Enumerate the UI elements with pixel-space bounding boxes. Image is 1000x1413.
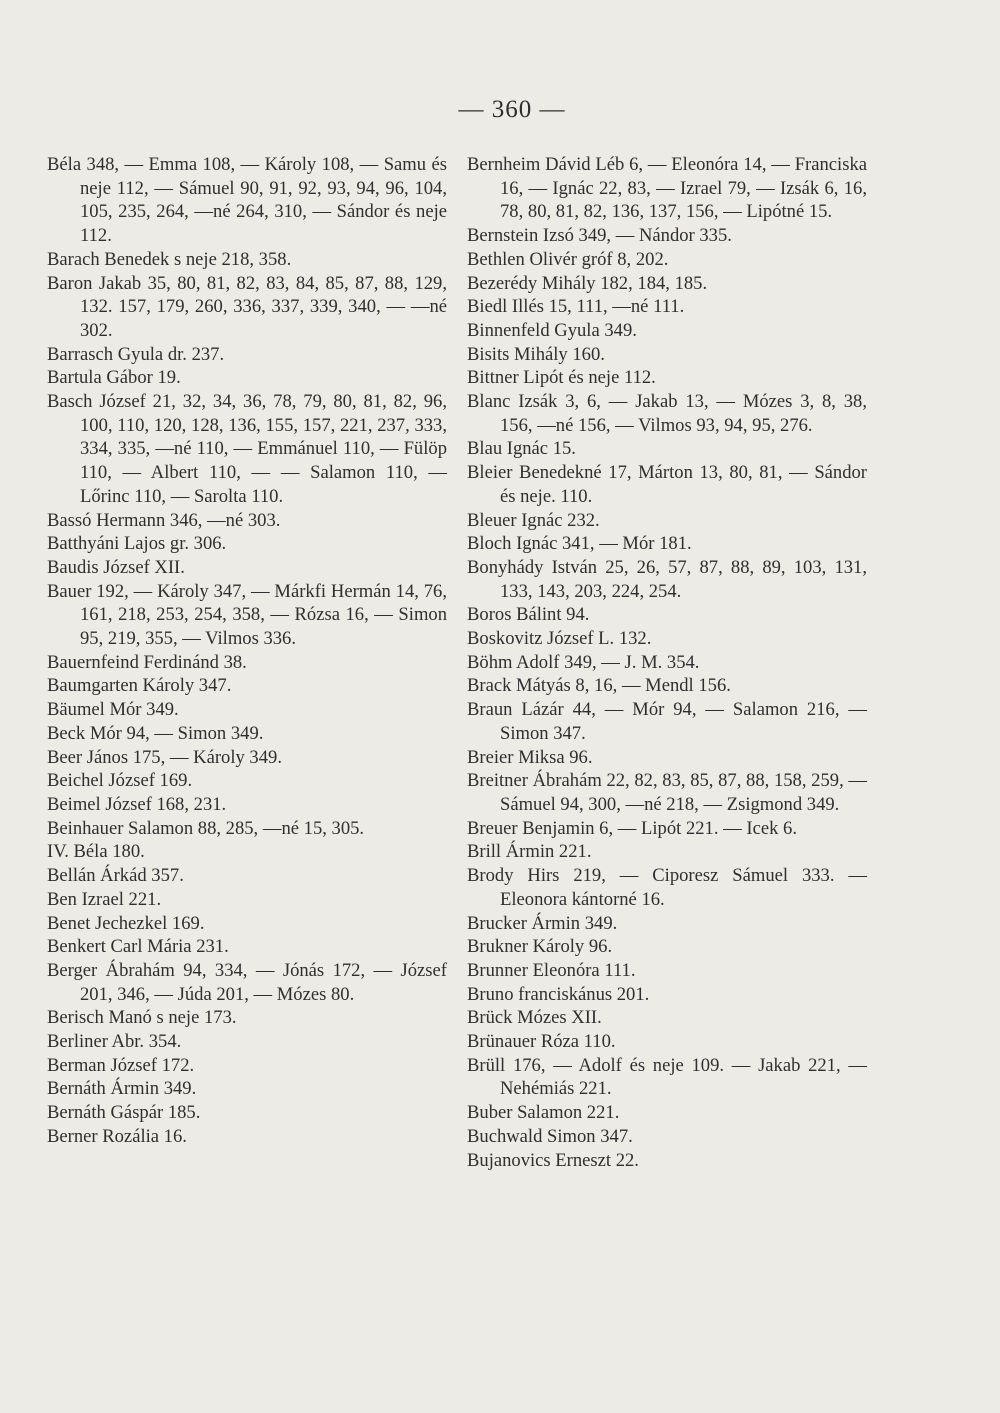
index-entry: Beinhauer Salamon 88, 285, —né 15, 305. [47,817,365,839]
index-entry: Brück Mózes XII. [467,1007,602,1029]
index-entry: Ben Izrael 221. [47,888,162,910]
index-entry: Bernáth Gáspár 185. [47,1102,201,1124]
index-entry: Bezerédy Mihály 182, 184, 185. [467,272,708,294]
index-entry: Breitner Ábrahám 22, 82, 83, 85, 87, 88, 158, 259, — Sámuel 94, 300, —né 218, — Zsigmond 349. [467,770,867,815]
index-entry: Beichel József 169. [47,770,193,792]
index-entry: Blanc Izsák 3, 6, — Jakab 13, — Mózes 3, 8, 38, 156, —né 156, — Vilmos 93, 94, 95, 276. [467,391,867,436]
index-entry: Bäumel Mór 349. [47,699,179,721]
index-entry: Béla 348, — Emma 108, — Károly 108, — Samu és neje 112, — Sámuel 90, 91, 92, 93, 94, 96, 104, 105, 235, 264, —né 264, 310, — Sándor és neje 112. [47,154,447,247]
index-entry: Bonyhády István 25, 26, 57, 87, 88, 89, 103, 131, 133, 143, 203, 224, 254. [467,556,867,602]
index-entry: Beck Mór 94, — Simon 349. [47,722,264,744]
index-entry: Bauernfeind Ferdinánd 38. [47,651,247,673]
index-entry: Brucker Ármin 349. [467,912,618,934]
index-entry: Basch József 21, 32, 34, 36, 78, 79, 80, 81, 82, 96, 100, 110, 120, 128, 136, 155, 157, 221, 237, 333, 334, 335, —né 110, — Emmánuel 110, — Fülöp 110, — Albert 110, — — Salamon 110, — Lőrinc 110, — Sarolta 110. [47,391,447,507]
index-entry: Berisch Manó s neje 173. [47,1007,237,1029]
index-entry: Batthyáni Lajos gr. 306. [47,533,227,555]
index-entry: Buber Salamon 221. [467,1102,620,1124]
index-entry: Bernstein Izsó 349, — Nándor 335. [467,225,732,247]
index-entry: Baudis József XII. [47,556,185,578]
index-entry: Breier Miksa 96. [467,746,593,768]
index-entry: Biedl Illés 15, 111, —né 111. [467,296,685,318]
index-entry: Boros Bálint 94. [467,604,590,626]
index-entry: Bleuer Ignác 232. [467,509,600,531]
index-entry: Binnenfeld Gyula 349. [467,319,637,341]
index-entry: Bethlen Olivér gróf 8, 202. [467,248,669,270]
index-entry: Benkert Carl Mária 231. [47,936,229,958]
index-column-left [47,153,447,1149]
index-entry: Boskovitz József L. 132. [467,628,652,650]
index-entry: Brüll 176, — Adolf és neje 109. — Jakab 221, — Nehémiás 221. [467,1054,867,1100]
index-entry: Bartula Gábor 19. [47,367,181,389]
index-entry: Bujanovics Erneszt 22. [467,1149,639,1171]
index-entry: Baumgarten Károly 347. [47,675,232,697]
index-entry: Bisits Mihály 160. [467,343,605,365]
index-entry: Baron Jakab 35, 80, 81, 82, 83, 84, 85, 87, 88, 129, 132. 157, 179, 260, 336, 337, 339, 340, — —né 302. [47,272,447,341]
index-entry: Barach Benedek s neje 218, 358. [47,248,292,270]
index-entry: Bittner Lipót és neje 112. [467,367,656,389]
index-entry: Beimel József 168, 231. [47,793,227,815]
index-entry: Barrasch Gyula dr. 237. [47,343,225,365]
index-entry: Blau Ignác 15. [467,438,576,460]
index-entry: Benet Jechezkel 169. [47,912,205,934]
index-entry: Bauer 192, — Károly 347, — Márkfi Hermán 14, 76, 161, 218, 253, 254, 358, — Rózsa 16, — Simon 95, 219, 355, — Vilmos 336. [47,580,447,650]
index-column-right [467,153,867,1172]
index-entry: Brody Hirs 219, — Ciporesz Sámuel 333. — Eleonora kántorné 16. [467,865,867,910]
index-entry: Bruno franciskánus 201. [467,983,650,1005]
page-number: — 360 — [458,96,566,123]
index-entry: Bleier Benedekné 17, Márton 13, 80, 81, — Sándor és neje. 110. [467,462,867,507]
index-entry: Brack Mátyás 8, 16, — Mendl 156. [467,675,731,697]
index-entry: Bellán Árkád 357. [47,865,184,887]
index-entry: Berman József 172. [47,1054,195,1076]
index-entry: Brünauer Róza 110. [467,1031,616,1053]
index-entry: Bernáth Ármin 349. [47,1078,197,1100]
index-entry: Bernheim Dávid Léb 6, — Eleonóra 14, — Franciska 16, — Ignác 22, 83, — Izrael 79, — Izsák 6, 16, 78, 80, 81, 82, 136, 137, 156, — Lipótné 15. [467,154,867,223]
index-entry: Brukner Károly 96. [467,936,613,958]
index-entry: Bassó Hermann 346, —né 303. [47,509,281,531]
index-entry: Berner Rozália 16. [47,1125,187,1147]
index-entry: Berliner Abr. 354. [47,1031,182,1053]
index-entry: IV. Béla 180. [47,841,145,863]
index-entry: Bloch Ignác 341, — Mór 181. [467,533,692,555]
index-entry: Beer János 175, — Károly 349. [47,746,282,768]
index-entry: Braun Lázár 44, — Mór 94, — Salamon 216, — Simon 347. [467,699,867,744]
index-entry: Buchwald Simon 347. [467,1125,633,1147]
index-entry: Böhm Adolf 349, — J. M. 354. [467,651,700,673]
index-entry: Brunner Eleonóra 111. [467,959,636,981]
index-entry: Berger Ábrahám 94, 334, — Jónás 172, — József 201, 346, — Júda 201, — Mózes 80. [47,959,447,1005]
index-entry: Breuer Benjamin 6, — Lipót 221. — Icek 6. [467,817,797,839]
index-entry: Brill Ármin 221. [467,841,592,863]
